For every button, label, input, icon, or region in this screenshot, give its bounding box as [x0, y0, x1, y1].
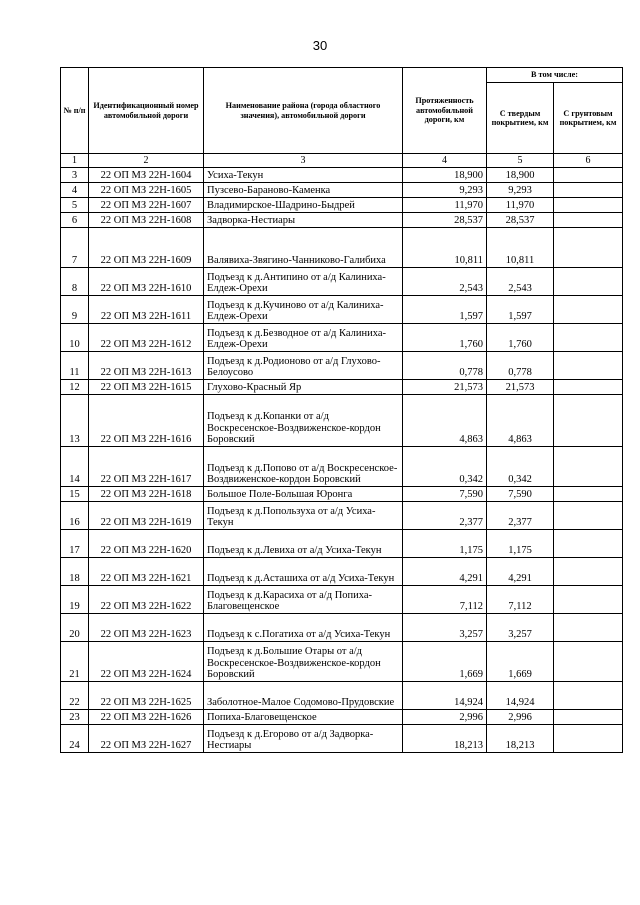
length-cell: 3,257 [403, 614, 487, 642]
length-cell: 18,213 [403, 725, 487, 753]
dirt-length-cell [554, 352, 623, 380]
header-name: Наименование района (города областного значения), автомобильной дороги [204, 68, 403, 154]
row-number-cell: 20 [61, 614, 89, 642]
road-id-cell: 22 ОП МЗ 22Н-1627 [89, 725, 204, 753]
row-number-cell: 14 [61, 447, 89, 487]
paved-length-cell: 28,537 [487, 213, 554, 228]
paved-length-cell: 2,377 [487, 502, 554, 530]
road-name-cell: Пузсево-Бараново-Каменка [204, 183, 403, 198]
row-number-cell: 3 [61, 168, 89, 183]
paved-length-cell: 21,573 [487, 380, 554, 395]
road-name-cell: Подъезд к д.Копанки от а/д Воскресенское-Воздвиженское-кордон Боровский [204, 395, 403, 447]
length-cell: 4,291 [403, 558, 487, 586]
length-cell: 0,778 [403, 352, 487, 380]
row-number-cell: 6 [61, 213, 89, 228]
paved-length-cell: 7,112 [487, 586, 554, 614]
road-name-cell: Попиха-Благовещенское [204, 710, 403, 725]
paved-length-cell: 1,597 [487, 296, 554, 324]
table-row [61, 183, 623, 198]
dirt-length-cell [554, 168, 623, 183]
header-id: Идентификационный номер автомобильной дороги [89, 68, 204, 154]
length-cell: 28,537 [403, 213, 487, 228]
length-cell: 4,863 [403, 395, 487, 447]
road-name-cell: Подъезд к д.Карасиха от а/д Попиха-Благовещенское [204, 586, 403, 614]
row-number-cell: 18 [61, 558, 89, 586]
road-name-cell: Подъезд к д.Асташиха от а/д Усиха-Текун [204, 558, 403, 586]
header-length: Протяженность автомобильной дороги, км [403, 68, 487, 154]
paved-length-cell: 18,900 [487, 168, 554, 183]
length-cell: 2,996 [403, 710, 487, 725]
row-number-cell: 21 [61, 642, 89, 682]
length-cell: 0,342 [403, 447, 487, 487]
length-cell: 21,573 [403, 380, 487, 395]
road-name-cell: Подъезд к д.Попово от а/д Воскресенское-Воздвиженское-кордон Боровский [204, 447, 403, 487]
dirt-length-cell [554, 642, 623, 682]
length-cell: 1,597 [403, 296, 487, 324]
row-number-cell: 8 [61, 268, 89, 296]
length-cell: 11,970 [403, 198, 487, 213]
row-number-cell: 10 [61, 324, 89, 352]
table-row [61, 642, 623, 682]
paved-length-cell: 0,778 [487, 352, 554, 380]
table-row [61, 352, 623, 380]
road-name-cell: Подъезд к д.Попользуха от а/д Усиха-Текун [204, 502, 403, 530]
road-name-cell: Глухово-Красный Яр [204, 380, 403, 395]
paved-length-cell: 18,213 [487, 725, 554, 753]
road-name-cell: Подъезд к д.Левиха от а/д Усиха-Текун [204, 530, 403, 558]
road-name-cell: Владимирское-Шадрино-Быдрей [204, 198, 403, 213]
column-index-row [61, 154, 623, 168]
paved-length-cell: 1,760 [487, 324, 554, 352]
dirt-length-cell [554, 228, 623, 268]
length-cell: 18,900 [403, 168, 487, 183]
road-name-cell: Задворка-Нестиары [204, 213, 403, 228]
road-id-cell: 22 ОП МЗ 22Н-1622 [89, 586, 204, 614]
length-cell: 10,811 [403, 228, 487, 268]
index-cell: 2 [89, 154, 204, 168]
table-row [61, 682, 623, 710]
road-name-cell: Подъезд к д.Егорово от а/д Задворка-Нестиары [204, 725, 403, 753]
road-id-cell: 22 ОП МЗ 22Н-1605 [89, 183, 204, 198]
paved-length-cell: 1,175 [487, 530, 554, 558]
row-number-cell: 22 [61, 682, 89, 710]
table-body [61, 168, 623, 753]
table-row [61, 296, 623, 324]
table-row [61, 324, 623, 352]
dirt-length-cell [554, 530, 623, 558]
length-cell: 2,543 [403, 268, 487, 296]
row-number-cell: 23 [61, 710, 89, 725]
page-number: 30 [312, 38, 328, 53]
row-number-cell: 12 [61, 380, 89, 395]
header-group: В том числе: [487, 68, 623, 83]
dirt-length-cell [554, 710, 623, 725]
paved-length-cell: 0,342 [487, 447, 554, 487]
row-number-cell: 17 [61, 530, 89, 558]
road-id-cell: 22 ОП МЗ 22Н-1612 [89, 324, 204, 352]
length-cell: 7,112 [403, 586, 487, 614]
road-id-cell: 22 ОП МЗ 22Н-1609 [89, 228, 204, 268]
dirt-length-cell [554, 558, 623, 586]
roads-table [60, 67, 623, 753]
dirt-length-cell [554, 487, 623, 502]
table-row [61, 395, 623, 447]
length-cell: 14,924 [403, 682, 487, 710]
table-row [61, 558, 623, 586]
length-cell: 1,760 [403, 324, 487, 352]
index-cell: 1 [61, 154, 89, 168]
table-row [61, 268, 623, 296]
length-cell: 7,590 [403, 487, 487, 502]
row-number-cell: 19 [61, 586, 89, 614]
paved-length-cell: 7,590 [487, 487, 554, 502]
length-cell: 2,377 [403, 502, 487, 530]
road-name-cell: Заболотное-Малое Содомово-Прудовские [204, 682, 403, 710]
length-cell: 1,175 [403, 530, 487, 558]
header-dirt: С грунтовым покрытием, км [554, 83, 623, 154]
dirt-length-cell [554, 725, 623, 753]
dirt-length-cell [554, 447, 623, 487]
dirt-length-cell [554, 296, 623, 324]
row-number-cell: 5 [61, 198, 89, 213]
length-cell: 1,669 [403, 642, 487, 682]
dirt-length-cell [554, 324, 623, 352]
row-number-cell: 11 [61, 352, 89, 380]
table-row [61, 725, 623, 753]
table-row [61, 228, 623, 268]
road-name-cell: Подъезд к д.Антипино от а/д Калиниха-Елдеж-Орехи [204, 268, 403, 296]
row-number-cell: 13 [61, 395, 89, 447]
paved-length-cell: 4,863 [487, 395, 554, 447]
road-name-cell: Усиха-Текун [204, 168, 403, 183]
road-id-cell: 22 ОП МЗ 22Н-1616 [89, 395, 204, 447]
dirt-length-cell [554, 213, 623, 228]
dirt-length-cell [554, 395, 623, 447]
table-row [61, 447, 623, 487]
dirt-length-cell [554, 380, 623, 395]
row-number-cell: 7 [61, 228, 89, 268]
road-id-cell: 22 ОП МЗ 22Н-1617 [89, 447, 204, 487]
table-row [61, 614, 623, 642]
dirt-length-cell [554, 268, 623, 296]
table-header [61, 68, 623, 168]
road-id-cell: 22 ОП МЗ 22Н-1607 [89, 198, 204, 213]
road-name-cell: Подъезд к с.Погатиха от а/д Усиха-Текун [204, 614, 403, 642]
paved-length-cell: 4,291 [487, 558, 554, 586]
length-cell: 9,293 [403, 183, 487, 198]
road-id-cell: 22 ОП МЗ 22Н-1624 [89, 642, 204, 682]
table-row [61, 487, 623, 502]
table-row [61, 198, 623, 213]
row-number-cell: 15 [61, 487, 89, 502]
road-id-cell: 22 ОП МЗ 22Н-1619 [89, 502, 204, 530]
table-row [61, 530, 623, 558]
road-name-cell: Подъезд к д.Безводное от а/д Калиниха-Елдеж-Орехи [204, 324, 403, 352]
row-number-cell: 4 [61, 183, 89, 198]
road-id-cell: 22 ОП МЗ 22Н-1610 [89, 268, 204, 296]
table-row [61, 213, 623, 228]
index-cell: 6 [554, 154, 623, 168]
road-name-cell: Подъезд к д.Родионово от а/д Глухово-Белоусово [204, 352, 403, 380]
index-cell: 3 [204, 154, 403, 168]
road-id-cell: 22 ОП МЗ 22Н-1621 [89, 558, 204, 586]
header-num: № п/п [61, 68, 89, 154]
header-paved: С твердым покрытием, км [487, 83, 554, 154]
road-name-cell: Валявиха-Звягино-Чанниково-Галибиха [204, 228, 403, 268]
road-id-cell: 22 ОП МЗ 22Н-1608 [89, 213, 204, 228]
paved-length-cell: 11,970 [487, 198, 554, 213]
table-row [61, 710, 623, 725]
dirt-length-cell [554, 183, 623, 198]
row-number-cell: 24 [61, 725, 89, 753]
index-cell: 4 [403, 154, 487, 168]
road-id-cell: 22 ОП МЗ 22Н-1618 [89, 487, 204, 502]
paved-length-cell: 1,669 [487, 642, 554, 682]
road-id-cell: 22 ОП МЗ 22Н-1620 [89, 530, 204, 558]
road-name-cell: Подъезд к д.Большие Отары от а/д Воскресенское-Воздвиженское-кордон Боровский [204, 642, 403, 682]
road-id-cell: 22 ОП МЗ 22Н-1615 [89, 380, 204, 395]
dirt-length-cell [554, 198, 623, 213]
paved-length-cell: 14,924 [487, 682, 554, 710]
index-cell: 5 [487, 154, 554, 168]
row-number-cell: 16 [61, 502, 89, 530]
table-row [61, 502, 623, 530]
road-id-cell: 22 ОП МЗ 22Н-1611 [89, 296, 204, 324]
dirt-length-cell [554, 682, 623, 710]
road-id-cell: 22 ОП МЗ 22Н-1623 [89, 614, 204, 642]
road-id-cell: 22 ОП МЗ 22Н-1625 [89, 682, 204, 710]
paved-length-cell: 3,257 [487, 614, 554, 642]
dirt-length-cell [554, 586, 623, 614]
dirt-length-cell [554, 614, 623, 642]
paved-length-cell: 10,811 [487, 228, 554, 268]
row-number-cell: 9 [61, 296, 89, 324]
road-id-cell: 22 ОП МЗ 22Н-1626 [89, 710, 204, 725]
road-id-cell: 22 ОП МЗ 22Н-1613 [89, 352, 204, 380]
road-id-cell: 22 ОП МЗ 22Н-1604 [89, 168, 204, 183]
table-row [61, 168, 623, 183]
table-row [61, 586, 623, 614]
dirt-length-cell [554, 502, 623, 530]
paved-length-cell: 2,996 [487, 710, 554, 725]
road-name-cell: Подъезд к д.Кучиново от а/д Калиниха-Елдеж-Орехи [204, 296, 403, 324]
road-name-cell: Большое Поле-Большая Юронга [204, 487, 403, 502]
table-row [61, 380, 623, 395]
paved-length-cell: 9,293 [487, 183, 554, 198]
paved-length-cell: 2,543 [487, 268, 554, 296]
